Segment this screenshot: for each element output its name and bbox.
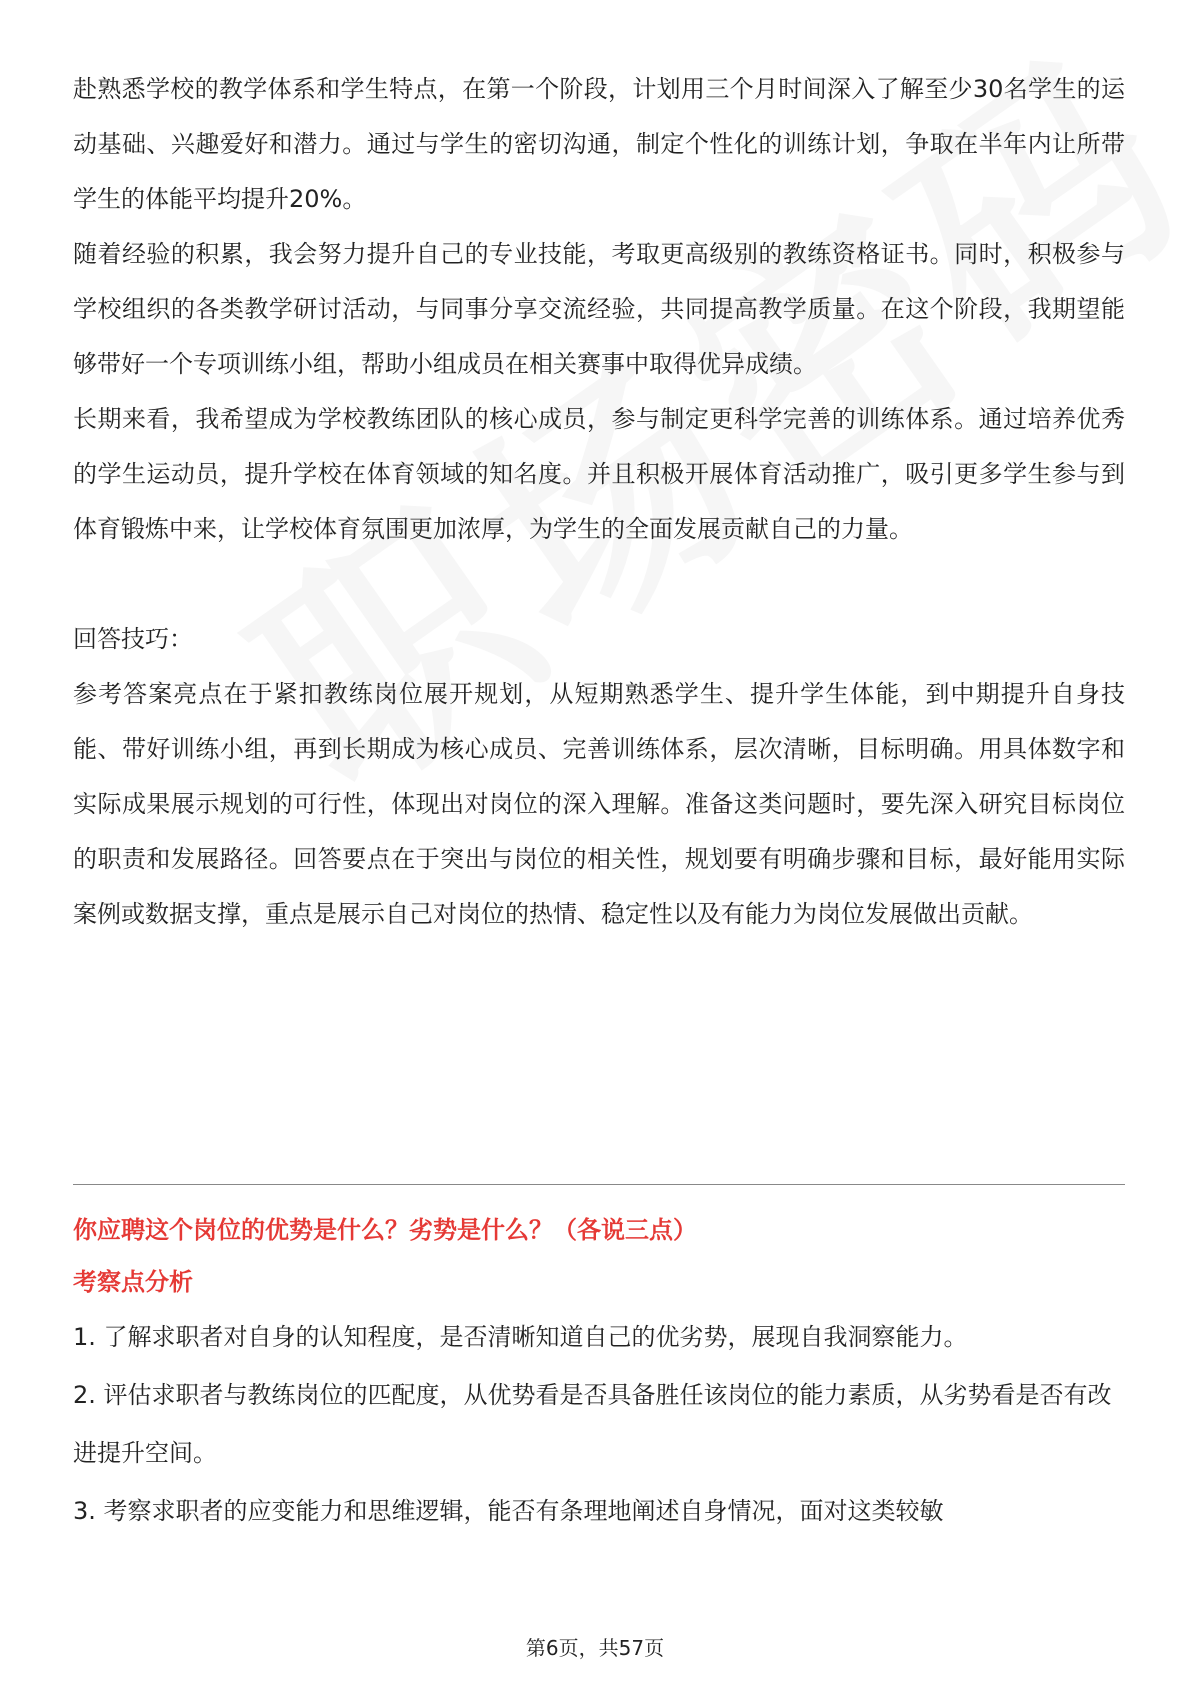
- spacer: [73, 557, 1125, 612]
- document-body: [73, 62, 1125, 942]
- analysis-label: 考察点分析: [73, 1268, 193, 1296]
- section-divider: [73, 1184, 1125, 1185]
- analysis-point-3: 3. 考察求职者的应变能力和思维逻辑，能否有条理地阐述自身情况，面对这类较敏: [73, 1497, 944, 1525]
- question-title: 你应聘这个岗位的优势是什么？劣势是什么？（各说三点）: [73, 1216, 697, 1244]
- tips-label: 回答技巧：: [73, 625, 193, 653]
- page-footer: 第6页，共57页: [525, 1636, 665, 1660]
- paragraph-short-term: 赴熟悉学校的教学体系和学生特点，在第一个阶段，计划用三个月时间深入了解至少30名学生的运动基础、兴趣爱好和潜力。通过与学生的密切沟通，制定个性化的训练计划，争取在半年内让所带学生的体能平均提升20%。: [73, 75, 1125, 213]
- paragraph-long-term: 长期来看，我希望成为学校教练团队的核心成员，参与制定更科学完善的训练体系。通过培养优秀的学生运动员，提升学校在体育领域的知名度。并且积极开展体育活动推广，吸引更多学生参与到体育锻炼中来，让学校体育氛围更加浓厚，为学生的全面发展贡献自己的力量。: [73, 405, 1125, 543]
- analysis-point-1: 1. 了解求职者对自身的认知程度，是否清晰知道自己的优劣势，展现自我洞察能力。: [73, 1323, 968, 1351]
- tips-text: 参考答案亮点在于紧扣教练岗位展开规划，从短期熟悉学生、提升学生体能，到中期提升自身技能、带好训练小组，再到长期成为核心成员、完善训练体系，层次清晰，目标明确。用具体数字和实际成果展示规划的可行性，体现出对岗位的深入理解。准备这类问题时，要先深入研究目标岗位的职责和发展路径。回答要点在于突出与岗位的相关性，规划要有明确步骤和目标，最好能用实际案例或数据支撑，重点是展示自己对岗位的热情、稳定性以及有能力为岗位发展做出贡献。: [73, 680, 1125, 928]
- paragraph-mid-term: 随着经验的积累，我会努力提升自己的专业技能，考取更高级别的教练资格证书。同时，积极参与学校组织的各类教学研讨活动，与同事分享交流经验，共同提高教学质量。在这个阶段，我期望能够带好一个专项训练小组，帮助小组成员在相关赛事中取得优异成绩。: [73, 240, 1125, 378]
- question-section: [73, 1204, 1125, 1540]
- analysis-point-2: 2. 评估求职者与教练岗位的匹配度，从优势看是否具备胜任该岗位的能力素质，从劣势看是否有改进提升空间。: [73, 1381, 1112, 1467]
